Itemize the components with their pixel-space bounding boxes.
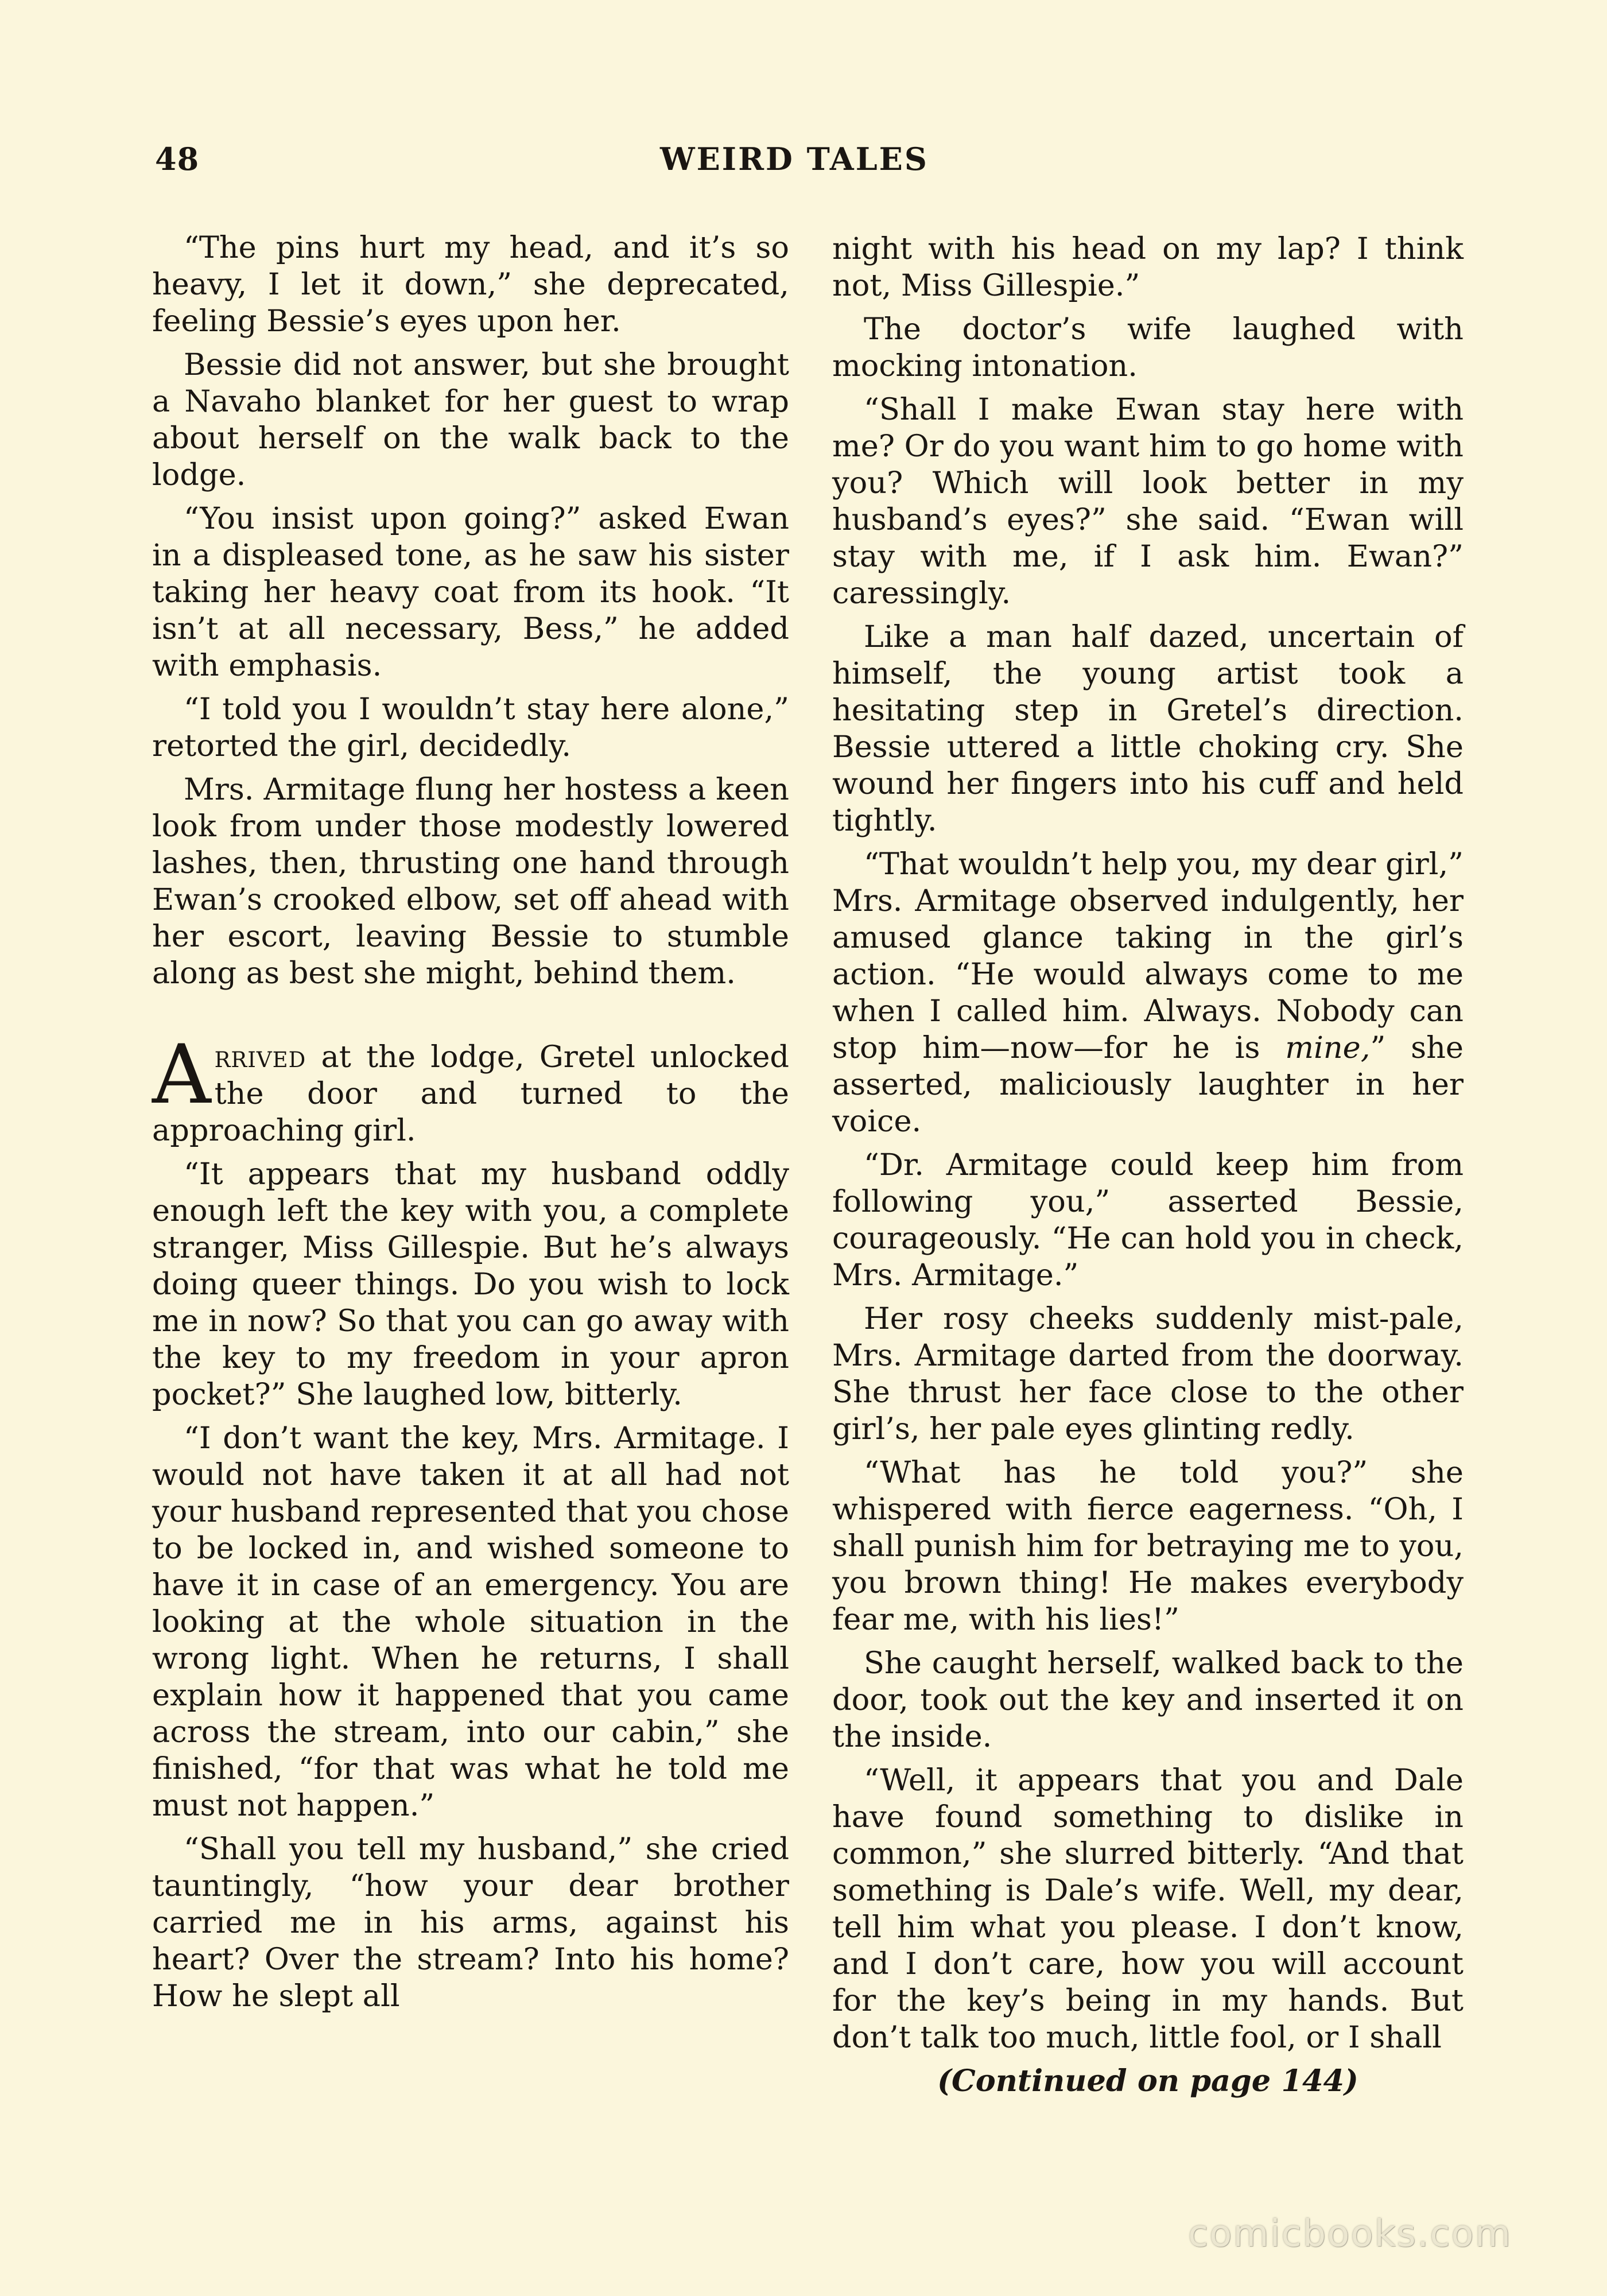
paragraph: Like a man half dazed, uncertain of himself, the young artist took a hesitating step in Gretel’s direction. Bessie uttered a little choking cry. She wound her fingers into his cuff and held tightly. (832, 619, 1464, 838)
page-number: 48 (155, 141, 200, 177)
paragraph: “Dr. Armitage could keep him from following you,” asserted Bessie, courageously. “He can hold you in check, Mrs. Armitage.” (832, 1147, 1464, 1293)
paragraph: She caught herself, walked back to the door, took out the key and inserted it on the inside. (832, 1646, 1464, 1754)
paragraph: “Shall I make Ewan stay here with me? Or do you want him to go home with you? Which will look better in my husband’s eyes?” she said. “Ewan will stay with me, if I ask him. Ewan?” caressingly. (832, 392, 1464, 611)
paragraph: Bessie did not answer, but she brought a Navaho blanket for her guest to wrap about herself on the walk back to the lodge. (152, 347, 789, 492)
small-caps-lead: rrived (214, 1040, 306, 1075)
section-opening-paragraph (152, 1027, 789, 1149)
running-head: WEIRD TALES (660, 141, 929, 177)
paragraph: night with his head on my lap? I think not, Miss Gillespie.” (832, 231, 1464, 303)
left-column (152, 230, 789, 2022)
paragraph (832, 846, 1464, 1140)
paragraph: “The pins hurt my head, and it’s so heavy, I let it down,” she deprecated, feeling Bessie’s eyes upon her. (152, 230, 789, 339)
paragraph: “You insist upon going?” asked Ewan in a displeased tone, as he saw his sister taking her heavy coat from its hook. “It isn’t at all necessary, Bess,” he added with emphasis. (152, 501, 789, 683)
paragraph: The doctor’s wife laughed with mocking intonation. (832, 312, 1464, 383)
emphasis: mine, (1285, 1030, 1371, 1065)
paragraph: “It appears that my husband oddly enough left the key with you, a complete stranger, Miss Gillespie. But he’s always doing queer things. Do you wish to lock me in now? So that you can go away with the key to my freedom in your apron pocket?” She laughed low, bitterly. (152, 1157, 789, 1412)
paragraph: “I don’t want the key, Mrs. Armitage. I would not have taken it at all had not your husband represented that you chose to be locked in, and wished someone to have it in case of an emergency. You are looking at the whole situation in the wrong light. When he returns, I shall explain how it happened that you came across the stream, into our cabin,” she finished, “for that was what he told me must not happen.” (152, 1421, 789, 1823)
paragraph: “Well, it appears that you and Dale have found something to dislike in common,” she slurred bitterly. “And that something is Dale’s wife. Well, my dear, tell him what you please. I don’t know, and I don’t care, how you will account for the key’s being in my hands. But don’t talk too much, little fool, or I shall (832, 1763, 1464, 2055)
paragraph-text: at the lodge, Gretel unlocked the door and turned to the approaching girl. (152, 1040, 789, 1148)
continued-notice: (Continued on page 144) (937, 2064, 1358, 2099)
paragraph-text: ” she asserted, maliciously laughter in her voice. (832, 1030, 1464, 1139)
paragraph: Mrs. Armitage flung her hostess a keen look from under those modestly lowered lashes, then, thrusting one hand through Ewan’s crooked elbow, set off ahead with her escort, leaving Bessie to stumble along as best she might, behind them. (152, 772, 789, 991)
paragraph: Her rosy cheeks suddenly mist-pale, Mrs. Armitage darted from the doorway. She thrust her face close to the other girl’s, her pale eyes glinting redly. (832, 1301, 1464, 1446)
watermark: comicbooks.com (1188, 2213, 1512, 2255)
drop-cap: A (152, 1027, 211, 1122)
right-column (832, 231, 1464, 2107)
section-break (152, 999, 789, 1039)
paragraph: “Shall you tell my husband,” she cried tauntingly, “how your dear brother carried me in his arms, against his heart? Over the stream? Into his home? How he slept all (152, 1832, 789, 2014)
paragraph: “What has he told you?” she whispered with fierce eagerness. “Oh, I shall punish him for betraying me to you, you brown thing! He makes everybody fear me, with his lies!” (832, 1455, 1464, 1637)
paragraph: “I told you I wouldn’t stay here alone,” retorted the girl, decidedly. (152, 692, 789, 763)
paragraph-text: “That wouldn’t help you, my dear girl,” Mrs. Armitage observed indulgently, her amused glance taking in the girl’s action. “He would always come to me when I called him. Always. Nobody can stop him—now—for he is (832, 847, 1464, 1065)
